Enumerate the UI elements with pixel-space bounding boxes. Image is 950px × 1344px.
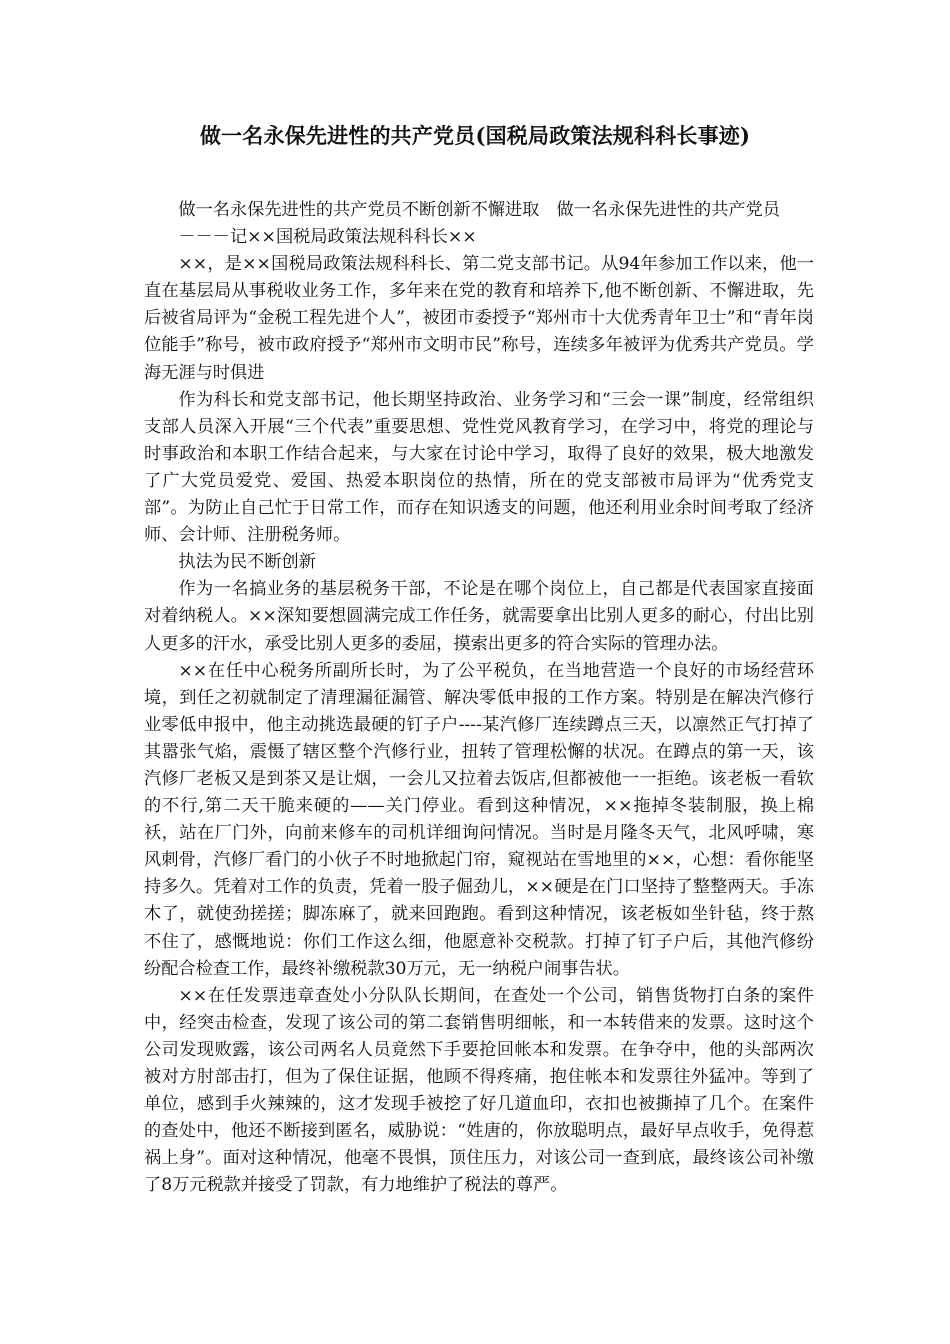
document-title: 做一名永保先进性的共产党员(国税局政策法规科科长事迹) bbox=[199, 123, 751, 148]
paragraph-subtitle: 做一名永保先进性的共产党员不断创新不懈进取 做一名永保先进性的共产党员 bbox=[178, 200, 780, 220]
paragraph-byline: －－－记××国税局政策法规科科长×× bbox=[178, 227, 477, 248]
paragraph-intro: ××，是××国税局政策法规科科长、第二党支部书记。从94年参加工作以来，他一直在基层局从事税收业务工作，多年来在党的教育和培养下,他不断创新、不懈进取，先后被省局评为“金税工程先进个人”，被团市委授予“郑州市十大优秀青年卫士”和“青年岗位能手”称号，被市政府授予“郑州市文明市民”称号，连续多年被评为优秀共产党员。学海无涯与时俱进 bbox=[144, 254, 814, 383]
paragraph-auto-repair-case: ××在任中心税务所副所长时，为了公平税负，在当地营造一个良好的市场经营环境，到任之初就制定了清理漏征漏管、解决零低申报的工作方案。特别是在解决汽修行业零低申报中，他主动挑选最硬的钉子户----某汽修厂连续蹲点三天，以凛然正气打掉了其嚣张气焰，震慑了辖区整个汽修行业，扭转了管理松懈的状况。在蹲点的第一天，该汽修厂老板又是到茶又是让烟，一会儿又拉着去饭店,但都被他一一拒绝。该老板一看软的不行,第二天干脆来硬的——关门停业。看到这种情况，××拖掉冬装制服，换上棉袄，站在厂门外，向前来修车的司机详细询问情况。当时是月隆冬天气，北风呼啸，寒风刺骨，汽修厂看门的小伙子不时地掀起门帘，窥视站在雪地里的××，心想：看你能坚持多久。凭着对工作的负责，凭着一股子倔劲儿，××硬是在门口坚持了整整两天。手冻木了，就使劲搓搓；脚冻麻了，就来回跑跑。看到这种情况，该老板如坐针毡，终于熬不住了，感慨地说：你们工作这么细，他愿意补交税款。打掉了钉子户后，其他汽修纷纷配合检查工作，最终补缴税款30万元，无一纳税户闹事告状。 bbox=[144, 660, 814, 979]
document-body bbox=[144, 197, 814, 1199]
section-heading: 执法为民不断创新 bbox=[178, 552, 316, 573]
paragraph-service: 作为一名搞业务的基层税务干部，不论是在哪个岗位上，自己都是代表国家直接面对着纳税人。××深知要想圆满完成工作任务，就需要拿出比别人更多的耐心，付出比别人更多的汗水，承受比别人更多的委屈，摸索出更多的符合实际的管理办法。 bbox=[144, 579, 814, 654]
paragraph-invoice-case: ××在任发票违章查处小分队队长期间，在查处一个公司，销售货物打白条的案件中，经突击检查，发现了该公司的第二套销售明细帐，和一本转借来的发票。这时这个公司发现败露，该公司两名人员竟然下手要抢回帐本和发票。在争夺中，他的头部两次被对方肘部击打，但为了保住证据，他顾不得疼痛，抱住帐本和发票往外猛冲。等到了单位，感到手火辣辣的，这才发现手被挖了好几道血印，衣扣也被撕掉了几个。在案件的查处中，他还不断接到匿名，威胁说：“姓唐的，你放聪明点，最好早点收手，免得惹祸上身”。面对这种情况，他毫不畏惧，顶住压力，对该公司一查到底，最终该公司补缴了8万元税款并接受了罚款，有力地维护了税法的尊严。 bbox=[144, 985, 814, 1196]
paragraph-study: 作为科长和党支部书记，他长期坚持政治、业务学习和“三会一课”制度，经常组织支部人员深入开展“三个代表”重要思想、党性党风教育学习，在学习中，将党的理论与时事政治和本职工作结合起来，与大家在讨论中学习，取得了良好的效果，极大地激发了广大党员爱党、爱国、热爱本职岗位的热情，所在的党支部被市局评为“优秀党支部”。为防止自己忙于日常工作，而存在知识透支的问题，他还利用业余时间考取了经济师、会计师、注册税务师。 bbox=[144, 389, 814, 546]
